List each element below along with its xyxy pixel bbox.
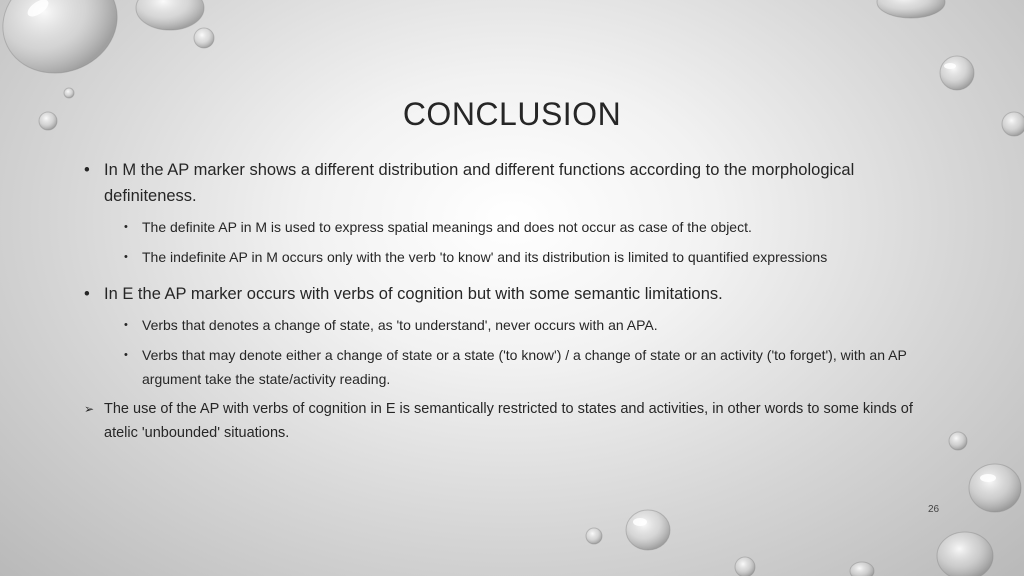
drop	[586, 528, 602, 544]
drop	[735, 557, 755, 576]
slide-body	[84, 157, 944, 445]
bullet-dot-icon: •	[124, 349, 128, 361]
bullet-e-main	[84, 281, 944, 307]
bullet-dot-icon: •	[124, 251, 128, 263]
bullet-dot-icon: •	[84, 161, 90, 179]
drop	[877, 0, 945, 18]
arrow-bullet-icon: ➢	[84, 402, 95, 416]
bullet-text: The use of the AP with verbs of cognition in E is semantically restricted to states and activities, in other words to some kinds of atelic 'unbounded' situations.	[104, 401, 913, 441]
bullet-text: The indefinite AP in M occurs only with the verb 'to know' and its distribution is limited to quantified expressions	[142, 249, 828, 265]
drop	[969, 464, 1021, 512]
drop	[850, 562, 874, 576]
bullet-e-sub-1	[84, 313, 944, 337]
bullet-text: In E the AP marker occurs with verbs of cognition but with some semantic limitations.	[104, 285, 723, 303]
drop	[940, 56, 974, 90]
slide-title: CONCLUSION	[402, 96, 622, 132]
drop	[949, 432, 967, 450]
drop	[194, 28, 214, 48]
drop	[626, 510, 670, 550]
bullet-m-sub-1	[84, 215, 944, 239]
bullet-text: In M the AP marker shows a different distribution and different functions according to the morphological definiteness.	[104, 161, 855, 205]
drop	[0, 0, 132, 89]
bullet-text: Verbs that denotes a change of state, as 'to understand', never occurs with an APA.	[142, 317, 658, 333]
drop	[136, 0, 204, 30]
bullet-text: Verbs that may denote either a change of state or a state ('to know') / a change of state or an activity ('to forget'), with an AP argument take the state/activity reading.	[142, 347, 907, 387]
bullet-conclusion	[84, 397, 944, 445]
bullet-text: The definite AP in M is used to express spatial meanings and does not occur as case of the object.	[142, 219, 752, 235]
bullet-dot-icon: •	[124, 319, 128, 331]
bullet-m-sub-2	[84, 245, 944, 269]
bullet-m-main	[84, 157, 944, 209]
drop	[937, 532, 993, 576]
bullet-dot-icon: •	[124, 221, 128, 233]
page-number: 26	[928, 504, 940, 515]
bullet-e-sub-2	[84, 343, 944, 391]
bullet-dot-icon: •	[84, 285, 90, 303]
